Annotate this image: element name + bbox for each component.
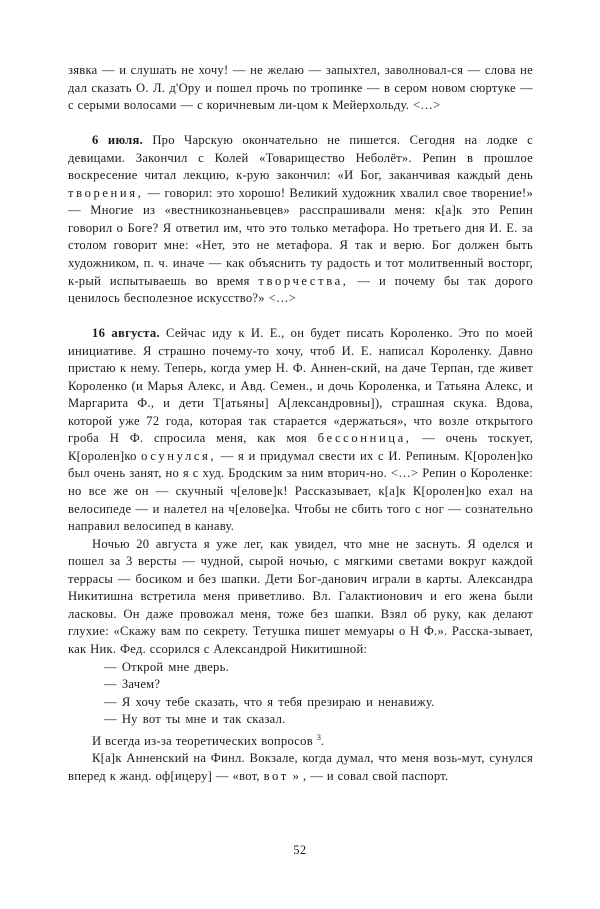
entry-text-segment: — говорил: это хорошо! Великий художник хвалил свое творение!» — Многие из «вестникознаньевцев» расспрашивали меня: к[а]к это Репин говорил о Боге? Я ответил им, что это только метафора. Но третьего дня И. Е. за столом говорит мне: «Нет, это не метафора. Я так и верю. Бог должен быть художником, п. ч. иначе — как объяснить ту радость и тот молитвенный восторг, к-рый испытываешь во время bbox=[68, 185, 533, 288]
emphasis-bessonnitsa: бессонница, bbox=[317, 431, 412, 446]
paragraph-night-20-august: Ночью 20 августа я уже лег, как увидел, что мне не заснуть. Я оделся и пошел за 3 версты — чудной, сырой ночью, с мягкими светами вокруг каждой террасы — босиком и без шапки. Дети Бог-данович играли в карты. Александра Никитишна встретила меня приветливо. Вл. Галактионович и его жена были ласковы. Он даже провожал меня, тоже без шапки. Взял об руку, как делают глухие: «Скажу вам по секрету. Тетушка пишет мемуары о Н Ф.». Расска-зывает, как Ник. Фед. ссорился с Александрой Никитишной: bbox=[68, 536, 533, 656]
entry-text-segment: — и почему бы так дорого ценилось бесполезное искусство?» <…> bbox=[68, 273, 533, 306]
footnote-text: И всегда из-за теоретических вопросов bbox=[92, 733, 317, 748]
entry-text-segment: — я и придумал свести их с И. Репиным. К[оролен]ко был очень занят, но я с худ. Бродским за ним вторич-но. <…> Репин о Короленке: но все же он — скучный ч[елове]к! Рассказывает, к[а]к К[оролен]ко ехал на велосипеде — и налетел на ч[елове]ка. Чтобы не сбить того с ног — сознательно направил велосипед в канаву. bbox=[68, 448, 533, 534]
dialog-line: — Зачем? bbox=[104, 677, 161, 692]
emphasis-vot: вот bbox=[263, 768, 289, 783]
emphasis-osunulsya: осунулся, bbox=[141, 448, 217, 463]
entry-date-6-july: 6 июля. bbox=[92, 133, 144, 148]
entry-text-segment: — очень тоскует, К[оролен]ко bbox=[68, 431, 533, 463]
footnote-marker: 3 bbox=[316, 732, 321, 742]
dialog-line: — Я хочу тебе сказать, что я тебя презираю и ненавижу. bbox=[104, 694, 435, 709]
dialog-line: — Ну вот ты мне и так сказал. bbox=[104, 712, 286, 727]
dialog-line: — Открой мне дверь. bbox=[104, 659, 229, 674]
closing-text-part1: К[а]к Анненский на Финл. Вокзале, когда думал, что меня возь-мут, сунулся вперед к жанд. оф[ицеру] — «вот, bbox=[68, 751, 533, 783]
entry-text-segment: Про Чарскую окончательно не пишется. Сегодня на лодке с девицами. Закончил с Колей «Товарищество Неболёт». Репин в прошлое воскресение читал лекцию, к-рую закончил: «И Бог, заканчивая каждый день bbox=[68, 133, 533, 183]
emphasis-tvoreniya: творения, bbox=[68, 185, 144, 200]
paragraph-footnote-reference bbox=[68, 729, 533, 751]
entry-date-16-august: 16 августа. bbox=[92, 326, 160, 341]
diary-entry-6-july bbox=[68, 132, 533, 307]
closing-text-part2: » , — и совал свой паспорт. bbox=[288, 768, 449, 783]
text-column bbox=[68, 62, 533, 786]
paragraph-closing bbox=[68, 750, 533, 785]
page-number: 52 bbox=[293, 843, 307, 857]
entry-text-segment: Сейчас иду к И. Е., он будет писать Короленко. Это по моей инициативе. Я страшно почему-то хочу, чтоб И. Е. написал Короленку. Давно пристаю к нему. Теперь, когда умер Н. Ф. Аннен-ский, на даче Терпан, где живет Короленко (и Марья Алекс, и Авд. Семен., и дочь Короленка, и Татьяна Алекс, и Маргарита Ф., и дети Т[атьяны] А[лександровны]), страшная скука. Вдова, которой уже 72 года, которая так старается «держаться», что возле открытого гроба Н Ф. спросила меня, как моя bbox=[68, 326, 533, 446]
paragraph-continued: зявка — и слушать не хочу! — не желаю — запыхтел, заволновал-ся — слова не дал сказать О. Л. д'Ору и пошел прочь по тропинке — в сером новом сюртуке — с серыми волосами — с коричневым ли-цом к Мейерхольду. <…> bbox=[68, 63, 533, 113]
diary-entry-16-august bbox=[68, 325, 533, 536]
emphasis-tvorchestva: творчества, bbox=[258, 273, 349, 288]
footnote-text-tail: . bbox=[320, 733, 325, 748]
